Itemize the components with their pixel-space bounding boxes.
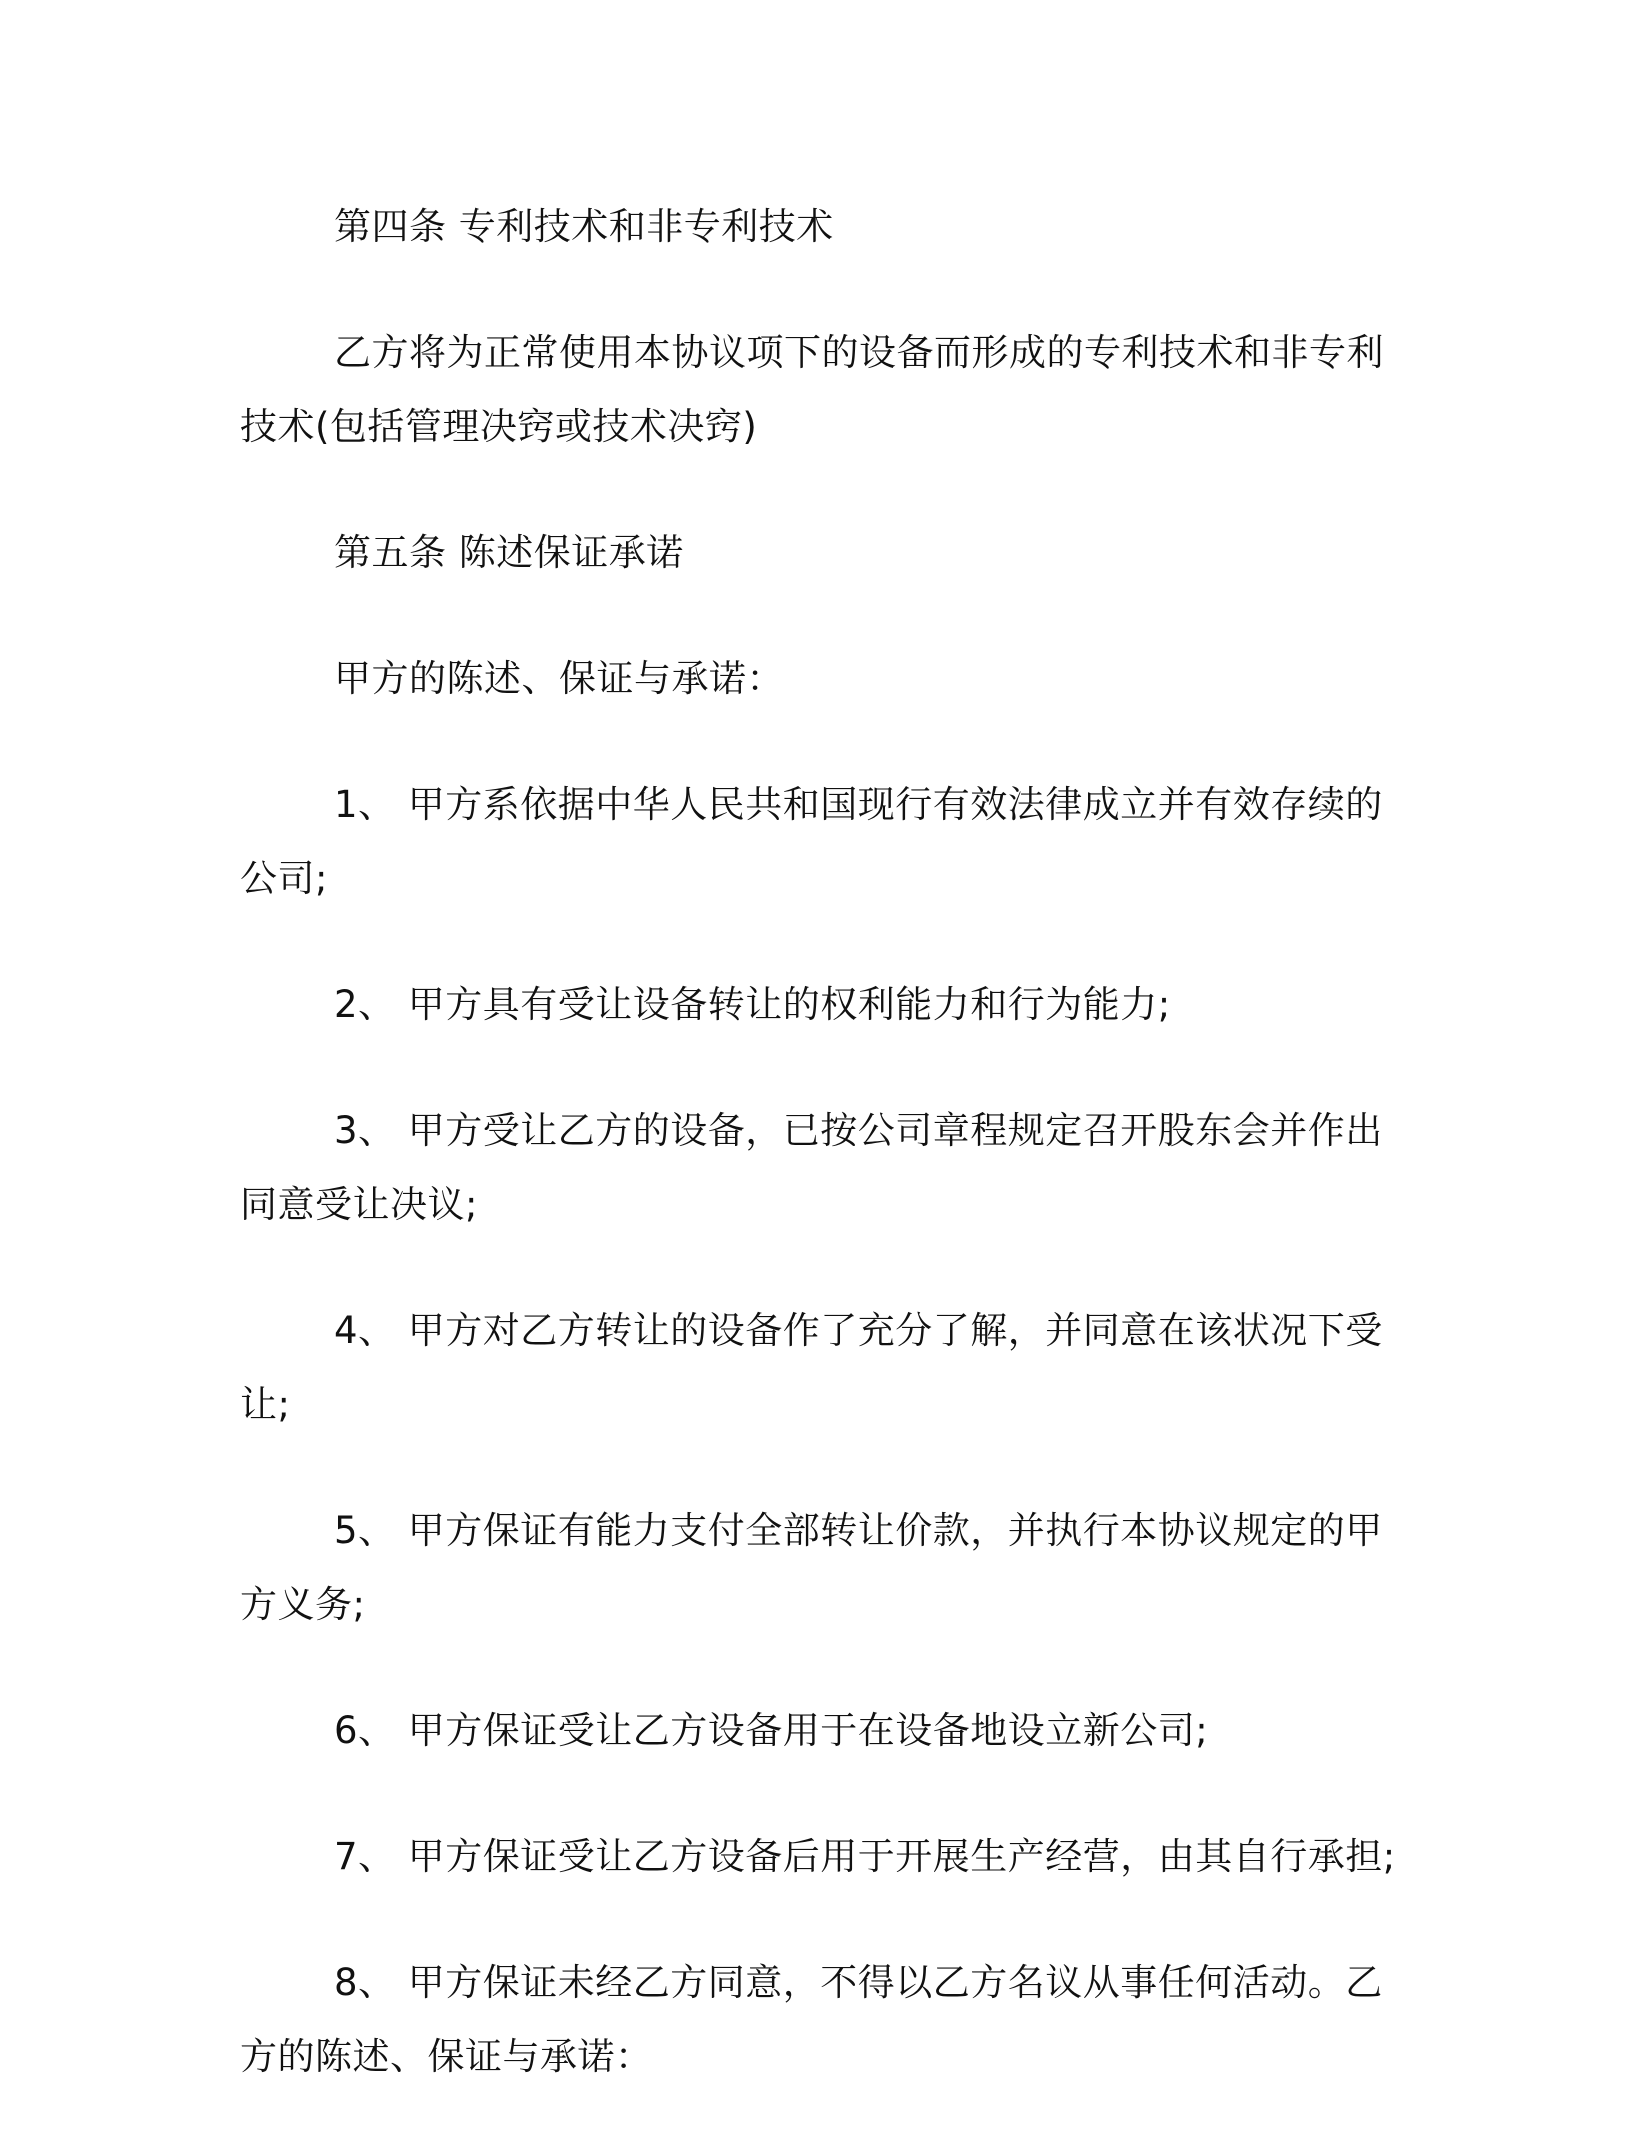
article-5-heading: 第五条 陈述保证承诺 [334, 531, 684, 574]
list-item-1: 1、 甲方系依据中华人民共和国现行有效法律成立并有效存续的公司; [240, 783, 1383, 900]
article-4-heading: 第四条 专利技术和非专利技术 [334, 205, 834, 248]
list-item-3: 3、 甲方受让乙方的设备，已按公司章程规定召开股东会并作出同意受让决议; [240, 1109, 1383, 1226]
list-item-8: 8、 甲方保证未经乙方同意，不得以乙方名议从事任何活动。乙方的陈述、保证与承诺： [240, 1961, 1383, 2078]
document-body [240, 190, 1400, 2146]
party-a-statement-intro: 甲方的陈述、保证与承诺： [334, 657, 784, 700]
list-item-5: 5、 甲方保证有能力支付全部转让价款，并执行本协议规定的甲方义务; [240, 1509, 1383, 1626]
list-item-6: 6、 甲方保证受让乙方设备用于在设备地设立新公司; [334, 1709, 1209, 1752]
list-item-4: 4、 甲方对乙方转让的设备作了充分了解，并同意在该状况下受让; [240, 1309, 1383, 1426]
article-4-text: 乙方将为正常使用本协议项下的设备而形成的专利技术和非专利技术(包括管理决窍或技术决窍) [240, 331, 1384, 448]
list-item-2: 2、 甲方具有受让设备转让的权利能力和行为能力; [334, 983, 1171, 1026]
list-item-7: 7、 甲方保证受让乙方设备后用于开展生产经营，由其自行承担; [334, 1835, 1396, 1878]
